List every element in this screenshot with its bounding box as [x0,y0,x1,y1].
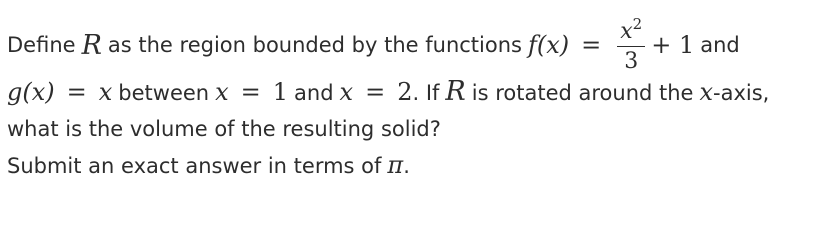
problem-line-3 [7,117,441,141]
region-description: as the region bounded by the functions [107,33,522,57]
define-text: Define [7,33,76,57]
fraction-x-squared-over-3 [617,14,645,75]
problem-line-1 [7,14,740,75]
plus-one: + 1 [651,31,695,59]
equals-sign: = [66,78,87,106]
equals-sign: = [581,31,602,59]
volume-question: what is the volume of the resulting solid? [7,117,441,141]
function-f-label: f(x) [527,31,570,59]
equals-sign: = [365,78,386,106]
axis-text: -axis, [713,81,770,105]
upper-bound-value: 2 [397,78,413,106]
region-symbol: R [81,29,102,61]
and-text-2: and [294,81,334,105]
between-text: between [118,81,210,105]
axis-variable: x [699,78,714,106]
upper-bound-var: x [339,78,354,106]
rotation-text: is rotated around the [471,81,694,105]
and-text-1: and [700,33,740,57]
lower-bound-value: 1 [272,78,289,106]
lower-bound-var: x [215,78,229,106]
if-text: . If [412,81,440,105]
problem-line-2 [7,76,769,107]
function-g-label: g(x) [7,78,55,106]
submit-instruction: Submit an exact answer in terms of [7,154,382,178]
fraction-denominator: 3 [624,49,639,75]
g-definition: x [98,78,113,106]
region-symbol-2: R [445,76,466,107]
fraction-exponent: 2 [632,14,643,33]
problem-line-4 [7,151,410,179]
pi-symbol: π [387,151,404,179]
equals-sign: = [240,78,261,106]
fraction-numerator-var: x [620,18,633,44]
final-period: . [403,154,410,178]
